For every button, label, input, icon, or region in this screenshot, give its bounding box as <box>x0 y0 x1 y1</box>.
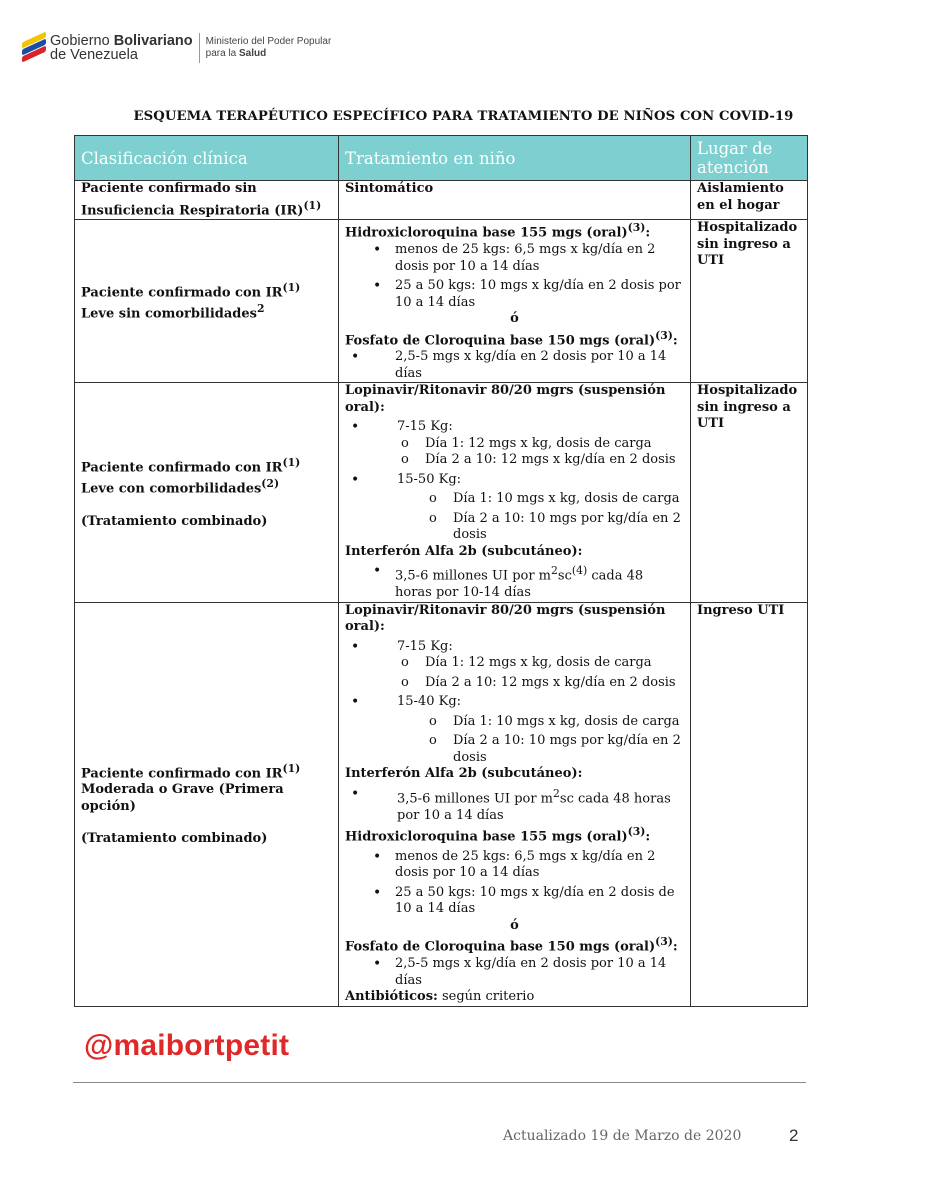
list-item: o Día 1: 10 mgs x kg, dosis de carga <box>345 714 684 731</box>
list-item: • 25 a 50 kgs: 10 mgs x kg/día en 2 dosis por 10 a 14 días <box>345 278 684 311</box>
list-item: • 7-15 Kg: <box>345 639 684 656</box>
government-logo <box>22 33 331 63</box>
row4-classification: Paciente confirmado con IR$^{(1)}$ Moderada o Grave (Primera opción) (Tratamiento combinado) <box>75 602 339 1006</box>
watermark-handle: @maibortpetit <box>84 1029 290 1062</box>
row1-place: Aislamiento en el hogar <box>691 181 808 220</box>
list-item: • 7-15 Kg: <box>345 419 684 436</box>
footer-divider <box>73 1082 806 1083</box>
list-item: • 15-50 Kg: <box>345 472 684 489</box>
treatment-table <box>74 135 808 1007</box>
flag-icon <box>22 35 46 61</box>
row2-place: Hospitalizado sin ingreso a UTI <box>691 220 808 383</box>
table-row <box>75 602 808 1006</box>
header-care-location: Lugar de atención <box>691 136 808 181</box>
list-item: • 25 a 50 kgs: 10 mgs x kg/día en 2 dosis de 10 a 14 días <box>345 885 684 918</box>
table-header-row <box>75 136 808 181</box>
row1-classification: Paciente confirmado sin Insuficiencia Respiratoria (IR)$^{(1)}$ <box>75 181 339 220</box>
list-item: • 3,5-6 millones UI por $m^2sc^{(4)}$ cada 48 horas por 10-14 días <box>345 563 684 601</box>
list-item: • menos de 25 kgs: 6,5 mgs x kg/día en 2 dosis por 10 a 14 días <box>345 849 684 882</box>
list-item: • 2,5-5 mgs x kg/día en 2 dosis por 10 a 14 días <box>345 349 684 382</box>
row1-treatment: Sintomático <box>339 181 691 220</box>
row2-treatment: Hidroxicloroquina base 155 mgs (oral)$^{(3)}$: • menos de 25 kgs: 6,5 mgs x kg/día en 2 dosis por 10 a 14 días • 25 a 50 kgs: 10 mgs x kg/día en 2 dosis por 10 a 14 días ó Fosfato de Cloroquina base 150 mgs (oral)$^{(3)}$: • 2,5-5 mgs x kg/día en 2 dosis por 10 a 14 días <box>339 220 691 383</box>
header-treatment: Tratamiento en niño <box>339 136 691 181</box>
government-name: Gobierno Bolivariano de Venezuela <box>50 33 193 63</box>
row4-place: Ingreso UTI <box>691 602 808 1006</box>
table-row <box>75 383 808 602</box>
row3-treatment: Lopinavir/Ritonavir 80/20 mgrs (suspensión oral): • 7-15 Kg: o Día 1: 12 mgs x kg, dosis de carga o Día 2 a 10: 12 mgs x kg/día en 2 dosis • 15-50 Kg: o Día 1: 10 mgs x kg, dosis de carga o Día 2 a 10: 10 mgs por kg/día en 2 dosis Interferón Alfa 2b (subcutáneo): • 3,5-6 millones UI por $m^2sc^{(4)}$ cada 48 horas por 10-14 días <box>339 383 691 602</box>
footer-updated-date: Actualizado 19 de Marzo de 2020 <box>503 1128 742 1144</box>
list-item: • menos de 25 kgs: 6,5 mgs x kg/día en 2 dosis por 10 a 14 días <box>345 242 684 275</box>
list-item: o Día 1: 12 mgs x kg, dosis de carga <box>345 655 684 672</box>
ministry-name: Ministerio del Poder Popular para la Salud <box>205 36 332 59</box>
list-item: • 15-40 Kg: <box>345 694 684 711</box>
table-row <box>75 220 808 383</box>
list-item: • 3,5-6 millones UI por $m^2sc$ cada 48 horas por 10 a 14 días <box>345 786 684 824</box>
list-item: • 2,5-5 mgs x kg/día en 2 dosis por 10 a 14 días <box>345 956 684 989</box>
list-item: o Día 2 a 10: 12 mgs x kg/día en 2 dosis <box>345 675 684 692</box>
header-clinical-classification: Clasificación clínica <box>75 136 339 181</box>
row3-classification: Paciente confirmado con IR$^{(1)}$ Leve con comorbilidades$^{(2)}$ (Tratamiento combinado) <box>75 383 339 602</box>
row3-place: Hospitalizado sin ingreso a UTI <box>691 383 808 602</box>
list-item: o Día 1: 10 mgs x kg, dosis de carga <box>345 491 684 508</box>
table-row <box>75 181 808 220</box>
list-item: o Día 2 a 10: 10 mgs por kg/día en 2 dosis <box>345 733 684 766</box>
row2-classification: Paciente confirmado con IR$^{(1)}$ Leve sin comorbilidades$^2$ <box>75 220 339 383</box>
document-title: ESQUEMA TERAPÉUTICO ESPECÍFICO PARA TRATAMIENTO DE NIÑOS CON COVID-19 <box>133 109 794 124</box>
list-item: o Día 1: 12 mgs x kg, dosis de carga <box>345 436 684 453</box>
list-item: o Día 2 a 10: 12 mgs x kg/día en 2 dosis <box>345 452 684 469</box>
list-item: o Día 2 a 10: 10 mgs por kg/día en 2 dosis <box>345 511 684 544</box>
page-number: 2 <box>789 1126 799 1145</box>
logo-divider <box>199 33 200 63</box>
row4-treatment: Lopinavir/Ritonavir 80/20 mgrs (suspensión oral): • 7-15 Kg: o Día 1: 12 mgs x kg, dosis de carga o Día 2 a 10: 12 mgs x kg/día en 2 dosis • 15-40 Kg: o Día 1: 10 mgs x kg, dosis de carga o Día 2 a 10: 10 mgs por kg/día en 2 dosis Interferón Alfa 2b (subcutáneo): • 3,5-6 millones UI por $m^2sc$ cada 48 horas por 10 a 14 días Hidroxicloroquina base 155 mgs (oral)$^{(3)}$: • menos de 25 kgs: 6,5 mgs x kg/día en 2 dosis por 10 a 14 días • 25 a 50 kgs: 10 mgs x kg/día en 2 dosis de 10 a 14 días ó Fosfato de Cloroquina base 150 mgs (oral)$^{(3)}$: • 2,5-5 mgs x kg/día en 2 dosis por 10 a 14 días Antibióticos: según criterio <box>339 602 691 1006</box>
